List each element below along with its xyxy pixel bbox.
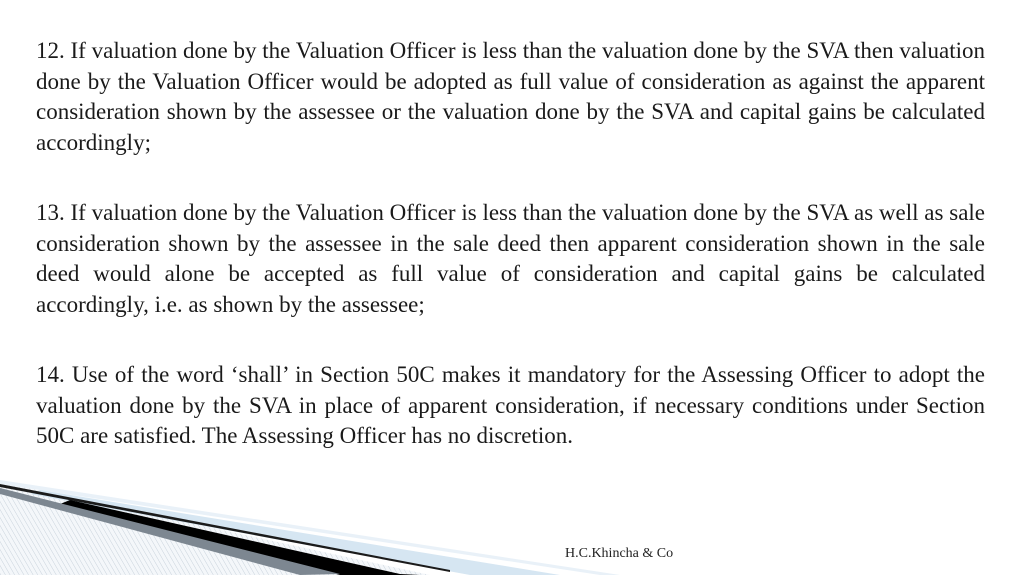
decorative-swoosh-icon — [0, 470, 620, 575]
paragraph-12: 12. If valuation done by the Valuation Officer is less than the valuation done by the SVA then valuation done by the Valuation Officer would be adopted as full value of consideration as against the apparent consideration shown by the assessee or the valuation done by the SVA and capital gains be calculated accordingly; — [36, 38, 985, 155]
paragraph-13: 13. If valuation done by the Valuation Officer is less than the valuation done by the SVA as well as sale consideration shown by the assessee in the sale deed then apparent consideration shown in the sale deed would alone be accepted as full value of consideration and capital gains be calculated accordingly, i.e. as shown by the assessee; — [36, 200, 985, 317]
paragraph-14: 14. Use of the word ‘shall’ in Section 50C makes it mandatory for the Assessing Officer to adopt the valuation done by the SVA in place of apparent consideration, if necessary conditions under Section 50C are satisfied. The Assessing Officer has no discretion. — [36, 362, 985, 448]
footer-credit: H.C.Khincha & Co — [565, 546, 674, 561]
slide-body — [36, 36, 985, 452]
